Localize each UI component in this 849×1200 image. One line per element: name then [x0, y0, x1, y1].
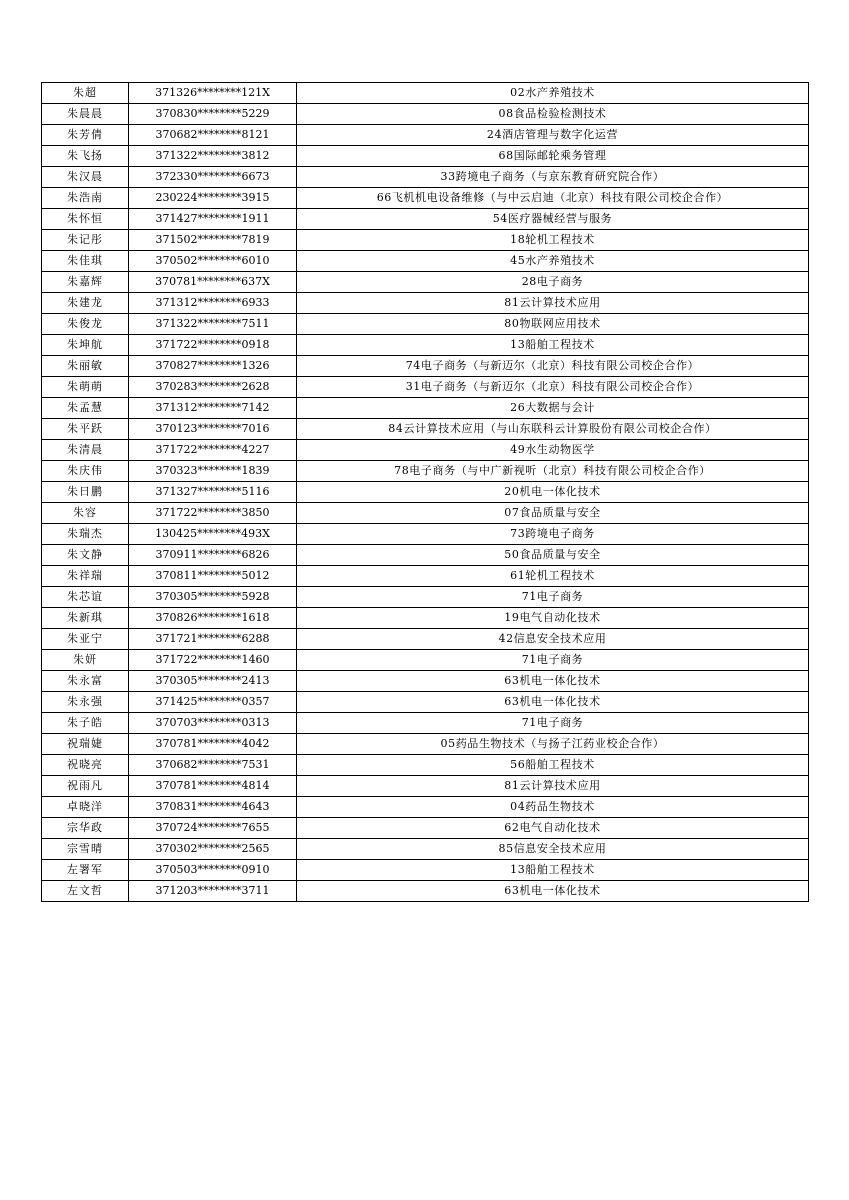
- student-name-cell: 朱永富: [42, 671, 129, 692]
- student-name-cell: 左署军: [42, 860, 129, 881]
- student-name-cell: 朱芯谊: [42, 587, 129, 608]
- major-cell: 28电子商务: [297, 272, 809, 293]
- student-name-cell: 左文哲: [42, 881, 129, 902]
- table-row: [42, 482, 809, 503]
- id-number-cell: 370811********5012: [129, 566, 297, 587]
- student-name-cell: 朱日鹏: [42, 482, 129, 503]
- id-number-cell: 371326********121X: [129, 83, 297, 104]
- roster-body: [42, 83, 809, 902]
- table-row: [42, 398, 809, 419]
- student-name-cell: 朱平跃: [42, 419, 129, 440]
- table-row: [42, 419, 809, 440]
- id-number-cell: 370305********2413: [129, 671, 297, 692]
- major-cell: 80物联网应用技术: [297, 314, 809, 335]
- table-row: [42, 797, 809, 818]
- student-name-cell: 朱记彤: [42, 230, 129, 251]
- major-cell: 33跨境电子商务（与京东教育研究院合作）: [297, 167, 809, 188]
- student-name-cell: 朱俊龙: [42, 314, 129, 335]
- table-row: [42, 881, 809, 902]
- roster-sheet: [41, 82, 808, 902]
- table-row: [42, 608, 809, 629]
- table-row: [42, 503, 809, 524]
- student-name-cell: 朱亚宁: [42, 629, 129, 650]
- id-number-cell: 371502********7819: [129, 230, 297, 251]
- major-cell: 71电子商务: [297, 587, 809, 608]
- major-cell: 45水产养殖技术: [297, 251, 809, 272]
- id-number-cell: 370911********6826: [129, 545, 297, 566]
- id-number-cell: 130425********493X: [129, 524, 297, 545]
- student-name-cell: 朱超: [42, 83, 129, 104]
- id-number-cell: 371203********3711: [129, 881, 297, 902]
- roster-table: [41, 82, 809, 902]
- student-name-cell: 朱嘉辉: [42, 272, 129, 293]
- major-cell: 62电气自动化技术: [297, 818, 809, 839]
- table-row: [42, 755, 809, 776]
- student-name-cell: 朱文静: [42, 545, 129, 566]
- table-row: [42, 272, 809, 293]
- student-name-cell: 朱孟慧: [42, 398, 129, 419]
- major-cell: 84云计算技术应用（与山东联科云计算股份有限公司校企合作）: [297, 419, 809, 440]
- major-cell: 71电子商务: [297, 650, 809, 671]
- student-name-cell: 宗华政: [42, 818, 129, 839]
- id-number-cell: 370830********5229: [129, 104, 297, 125]
- student-name-cell: 宗雪晴: [42, 839, 129, 860]
- student-name-cell: 祝瑞婕: [42, 734, 129, 755]
- id-number-cell: 371322********3812: [129, 146, 297, 167]
- student-name-cell: 朱萌萌: [42, 377, 129, 398]
- major-cell: 66飞机机电设备维修（与中云启迪（北京）科技有限公司校企合作）: [297, 188, 809, 209]
- table-row: [42, 650, 809, 671]
- table-row: [42, 104, 809, 125]
- student-name-cell: 朱永强: [42, 692, 129, 713]
- student-name-cell: 朱晨晨: [42, 104, 129, 125]
- major-cell: 73跨境电子商务: [297, 524, 809, 545]
- table-row: [42, 167, 809, 188]
- major-cell: 49水生动物医学: [297, 440, 809, 461]
- id-number-cell: 370323********1839: [129, 461, 297, 482]
- major-cell: 07食品质量与安全: [297, 503, 809, 524]
- id-number-cell: 371312********7142: [129, 398, 297, 419]
- table-row: [42, 566, 809, 587]
- table-row: [42, 671, 809, 692]
- student-name-cell: 朱清晨: [42, 440, 129, 461]
- table-row: [42, 629, 809, 650]
- id-number-cell: 370502********6010: [129, 251, 297, 272]
- id-number-cell: 371721********6288: [129, 629, 297, 650]
- student-name-cell: 朱妍: [42, 650, 129, 671]
- major-cell: 71电子商务: [297, 713, 809, 734]
- major-cell: 13船舶工程技术: [297, 860, 809, 881]
- id-number-cell: 370781********4042: [129, 734, 297, 755]
- major-cell: 13船舶工程技术: [297, 335, 809, 356]
- id-number-cell: 370503********0910: [129, 860, 297, 881]
- id-number-cell: 370781********4814: [129, 776, 297, 797]
- student-name-cell: 朱浩南: [42, 188, 129, 209]
- major-cell: 04药品生物技术: [297, 797, 809, 818]
- id-number-cell: 371722********3850: [129, 503, 297, 524]
- major-cell: 20机电一体化技术: [297, 482, 809, 503]
- student-name-cell: 朱汉晨: [42, 167, 129, 188]
- major-cell: 74电子商务（与新迈尔（北京）科技有限公司校企合作）: [297, 356, 809, 377]
- id-number-cell: 370305********5928: [129, 587, 297, 608]
- table-row: [42, 293, 809, 314]
- table-row: [42, 146, 809, 167]
- major-cell: 63机电一体化技术: [297, 671, 809, 692]
- table-row: [42, 692, 809, 713]
- table-row: [42, 356, 809, 377]
- major-cell: 56船舶工程技术: [297, 755, 809, 776]
- id-number-cell: 371722********1460: [129, 650, 297, 671]
- id-number-cell: 371425********0357: [129, 692, 297, 713]
- id-number-cell: 371427********1911: [129, 209, 297, 230]
- major-cell: 19电气自动化技术: [297, 608, 809, 629]
- table-row: [42, 524, 809, 545]
- student-name-cell: 朱子皓: [42, 713, 129, 734]
- student-name-cell: 朱芳倩: [42, 125, 129, 146]
- major-cell: 42信息安全技术应用: [297, 629, 809, 650]
- id-number-cell: 230224********3915: [129, 188, 297, 209]
- id-number-cell: 371722********0918: [129, 335, 297, 356]
- id-number-cell: 371327********5116: [129, 482, 297, 503]
- student-name-cell: 朱坤航: [42, 335, 129, 356]
- table-row: [42, 377, 809, 398]
- major-cell: 31电子商务（与新迈尔（北京）科技有限公司校企合作）: [297, 377, 809, 398]
- table-row: [42, 734, 809, 755]
- id-number-cell: 370781********637X: [129, 272, 297, 293]
- major-cell: 81云计算技术应用: [297, 293, 809, 314]
- major-cell: 81云计算技术应用: [297, 776, 809, 797]
- student-name-cell: 朱佳琪: [42, 251, 129, 272]
- major-cell: 85信息安全技术应用: [297, 839, 809, 860]
- table-row: [42, 188, 809, 209]
- table-row: [42, 251, 809, 272]
- major-cell: 78电子商务（与中广新视听（北京）科技有限公司校企合作）: [297, 461, 809, 482]
- id-number-cell: 370831********4643: [129, 797, 297, 818]
- table-row: [42, 314, 809, 335]
- major-cell: 05药品生物技术（与扬子江药业校企合作）: [297, 734, 809, 755]
- id-number-cell: 371312********6933: [129, 293, 297, 314]
- major-cell: 61轮机工程技术: [297, 566, 809, 587]
- student-name-cell: 朱容: [42, 503, 129, 524]
- student-name-cell: 朱丽敏: [42, 356, 129, 377]
- student-name-cell: 朱怀恒: [42, 209, 129, 230]
- student-name-cell: 朱瑞杰: [42, 524, 129, 545]
- major-cell: 68国际邮轮乘务管理: [297, 146, 809, 167]
- student-name-cell: 朱建龙: [42, 293, 129, 314]
- student-name-cell: 朱祥瑞: [42, 566, 129, 587]
- student-name-cell: 朱庆伟: [42, 461, 129, 482]
- major-cell: 24酒店管理与数字化运营: [297, 125, 809, 146]
- id-number-cell: 370283********2628: [129, 377, 297, 398]
- table-row: [42, 818, 809, 839]
- table-row: [42, 230, 809, 251]
- table-row: [42, 440, 809, 461]
- table-row: [42, 776, 809, 797]
- student-name-cell: 祝雨凡: [42, 776, 129, 797]
- id-number-cell: 372330********6673: [129, 167, 297, 188]
- major-cell: 63机电一体化技术: [297, 881, 809, 902]
- table-row: [42, 587, 809, 608]
- id-number-cell: 370827********1326: [129, 356, 297, 377]
- table-row: [42, 83, 809, 104]
- student-name-cell: 朱飞扬: [42, 146, 129, 167]
- student-name-cell: 祝晓亮: [42, 755, 129, 776]
- table-row: [42, 461, 809, 482]
- table-row: [42, 209, 809, 230]
- table-row: [42, 125, 809, 146]
- id-number-cell: 370123********7016: [129, 419, 297, 440]
- major-cell: 08食品检验检测技术: [297, 104, 809, 125]
- table-row: [42, 713, 809, 734]
- id-number-cell: 371322********7511: [129, 314, 297, 335]
- id-number-cell: 370826********1618: [129, 608, 297, 629]
- major-cell: 26大数据与会计: [297, 398, 809, 419]
- student-name-cell: 朱新琪: [42, 608, 129, 629]
- id-number-cell: 370682********8121: [129, 125, 297, 146]
- table-row: [42, 860, 809, 881]
- id-number-cell: 370724********7655: [129, 818, 297, 839]
- major-cell: 50食品质量与安全: [297, 545, 809, 566]
- id-number-cell: 371722********4227: [129, 440, 297, 461]
- table-row: [42, 335, 809, 356]
- major-cell: 54医疗器械经营与服务: [297, 209, 809, 230]
- table-row: [42, 545, 809, 566]
- id-number-cell: 370682********7531: [129, 755, 297, 776]
- major-cell: 18轮机工程技术: [297, 230, 809, 251]
- id-number-cell: 370302********2565: [129, 839, 297, 860]
- major-cell: 02水产养殖技术: [297, 83, 809, 104]
- student-name-cell: 卓晓洋: [42, 797, 129, 818]
- table-row: [42, 839, 809, 860]
- major-cell: 63机电一体化技术: [297, 692, 809, 713]
- id-number-cell: 370703********0313: [129, 713, 297, 734]
